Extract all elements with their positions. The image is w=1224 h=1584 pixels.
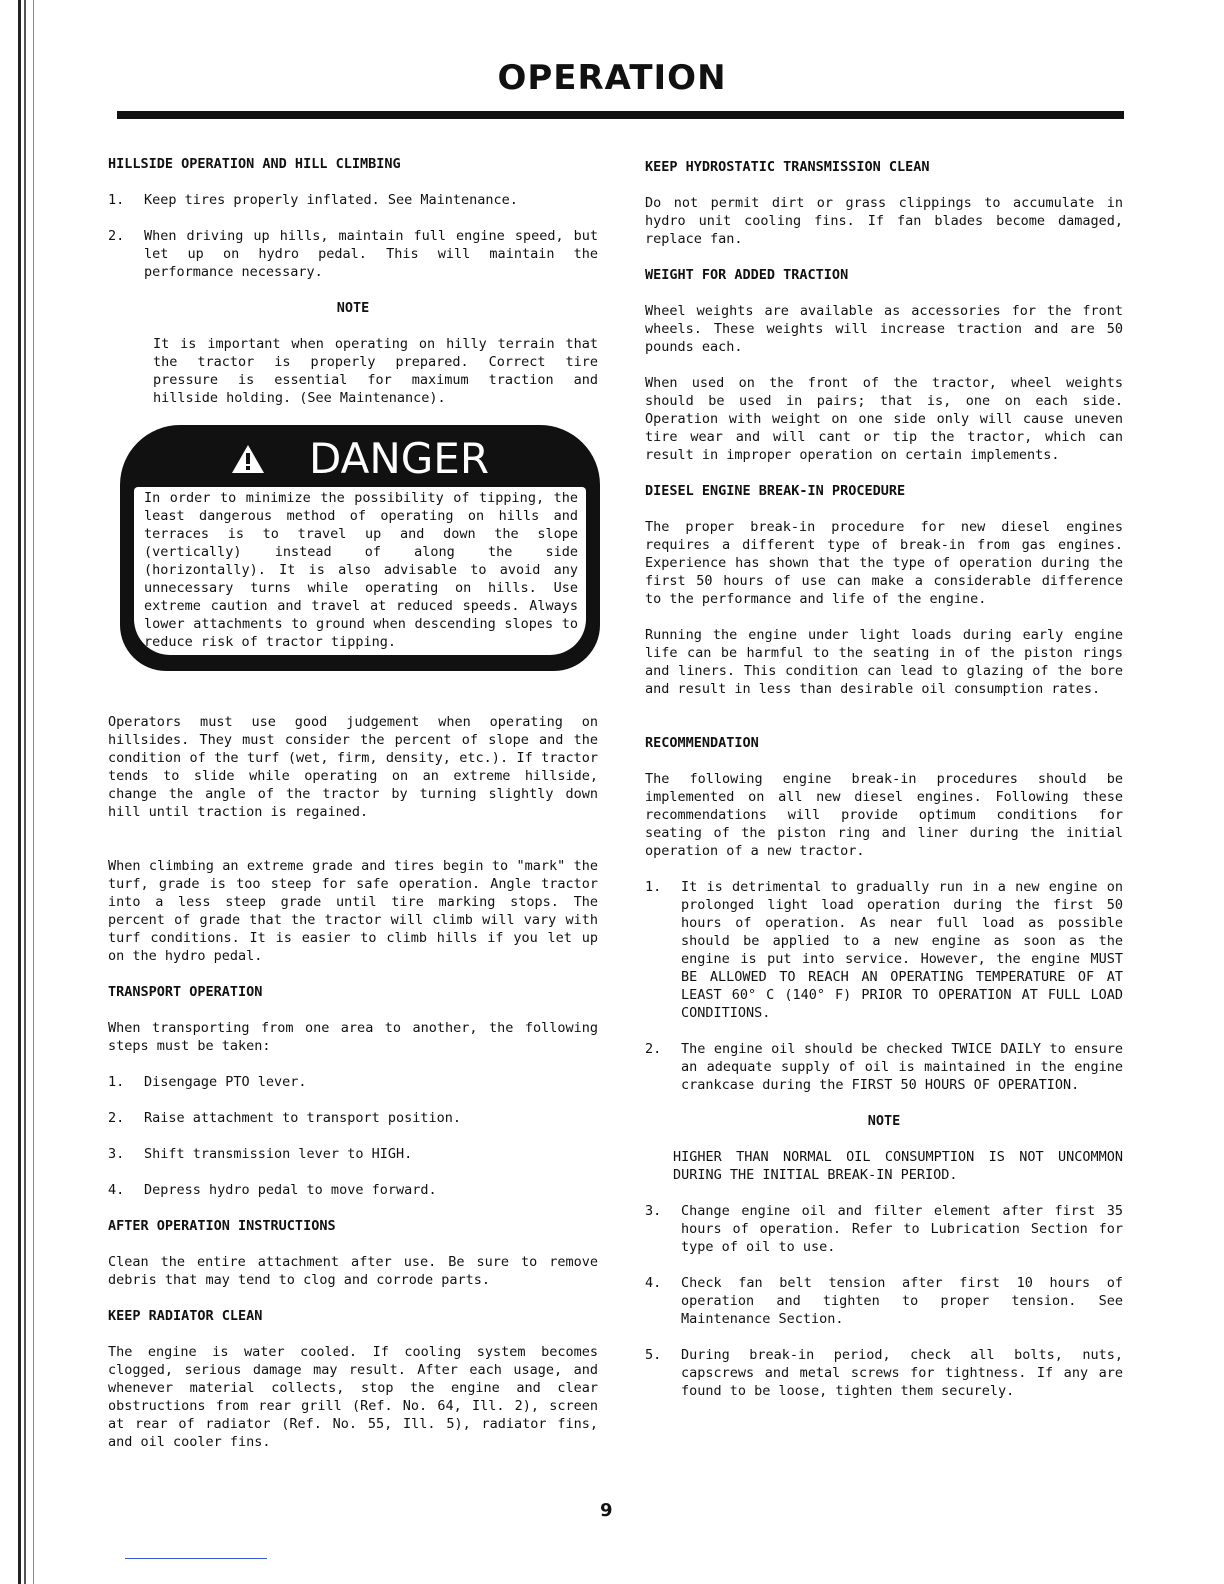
title-rule — [117, 111, 1124, 119]
item-number: 1. — [108, 192, 125, 208]
left-column — [108, 155, 598, 1469]
item-text: Depress hydro pedal to move forward. — [144, 1182, 437, 1198]
list-item — [108, 1073, 598, 1091]
note-heading: NOTE — [867, 1113, 901, 1129]
transport-heading: TRANSPORT OPERATION — [108, 984, 263, 1000]
item-text: During break-in period, check all bolts, nuts, capscrews and metal screws for tightness. If any are found to be loose, tighten them securely. — [681, 1347, 1123, 1399]
warning-triangle-icon — [231, 444, 265, 474]
danger-box — [120, 425, 600, 671]
radiator-heading: KEEP RADIATOR CLEAN — [108, 1308, 263, 1324]
hillside-heading: HILLSIDE OPERATION AND HILL CLIMBING — [108, 156, 401, 172]
binding-edge — [18, 0, 34, 1584]
footer-line — [125, 1558, 267, 1559]
transport-intro: When transporting from one area to another, the following steps must be taken: — [108, 1020, 598, 1054]
list-item — [108, 191, 598, 209]
weight-text-1: Wheel weights are available as accessories for the front wheels. These weights will increase traction and are 50 pounds each. — [645, 303, 1123, 355]
weight-heading: WEIGHT FOR ADDED TRACTION — [645, 267, 849, 283]
recommendation-text: The following engine break-in procedures should be implemented on all new diesel engines. Following these recommendations will provide optimum conditions for seating of the piston ring and liner during the initial operation of a new tractor. — [645, 771, 1123, 859]
diesel-text-1: The proper break-in procedure for new diesel engines requires a different type of break-in from gas engines. Experience has shown that the type of operation during the first 50 hours of use can make a considerable difference to the performance and life of the engine. — [645, 519, 1123, 607]
item-text: The engine oil should be checked TWICE DAILY to ensure an adequate supply of oil is maintained in the engine crankcase during the FIRST 50 HOURS OF OPERATION. — [681, 1041, 1123, 1093]
page-title: OPERATION — [497, 58, 727, 98]
item-text: Shift transmission lever to HIGH. — [144, 1146, 413, 1162]
climbing-text: When climbing an extreme grade and tires begin to "mark" the turf, grade is too steep for safe operation. Angle tractor into a less steep grade until tire marking stops. The percent of grade that the tractor will climb will vary with turf conditions. It is easier to climb hills if you let up on the hydro pedal. — [108, 858, 598, 964]
list-item — [645, 878, 1123, 1022]
diesel-heading: DIESEL ENGINE BREAK-IN PROCEDURE — [645, 483, 906, 499]
diesel-text-2: Running the engine under light loads during early engine life can be harmful to the seating in of the piston rings and liners. This condition can lead to glazing of the bore and result in less than desirable oil consumption rates. — [645, 627, 1123, 697]
danger-text: In order to minimize the possibility of tipping, the least dangerous method of operating on hills and terraces is to travel up and down the slope (vertically) instead of along the side (horizontally). It is also advisable to avoid any unnecessary turns while operating on hills. Use extreme caution and travel at reduced speeds. Always lower attachments to ground when descending slopes to reduce risk of tractor tipping. — [134, 487, 586, 655]
item-text: Keep tires properly inflated. See Maintenance. — [144, 192, 518, 208]
item-text: Disengage PTO lever. — [144, 1074, 307, 1090]
list-item — [108, 227, 598, 281]
recommendation-heading: RECOMMENDATION — [645, 735, 759, 751]
item-text: When driving up hills, maintain full engine speed, but let up on hydro pedal. This will maintain the performance necessary. — [144, 228, 598, 280]
item-number: 4. — [108, 1182, 125, 1198]
note-heading: NOTE — [336, 300, 370, 316]
after-text: Clean the entire attachment after use. Be sure to remove debris that may tend to clog and corrode parts. — [108, 1254, 598, 1288]
after-heading: AFTER OPERATION INSTRUCTIONS — [108, 1218, 336, 1234]
item-text: Check fan belt tension after first 10 hours of operation and tighten to proper tension. See Maintenance Section. — [681, 1275, 1123, 1327]
note-text: HIGHER THAN NORMAL OIL CONSUMPTION IS NOT UNCOMMON DURING THE INITIAL BREAK-IN PERIOD. — [673, 1149, 1123, 1183]
item-number: 1. — [645, 879, 662, 895]
item-number: 5. — [645, 1347, 662, 1363]
radiator-text: The engine is water cooled. If cooling system becomes clogged, serious damage may result. After each usage, and whenever material collects, stop the engine and clear obstructions from rear grill (Ref. No. 64, Ill. 2), screen at rear of radiator (Ref. No. 55, Ill. 5), radiator fins, and oil cooler fins. — [108, 1344, 598, 1450]
item-number: 3. — [645, 1203, 662, 1219]
danger-label: DANGER — [308, 434, 490, 483]
item-number: 2. — [645, 1041, 662, 1057]
list-item — [108, 1145, 598, 1163]
hydro-heading: KEEP HYDROSTATIC TRANSMISSION CLEAN — [645, 159, 930, 175]
list-item — [108, 1109, 598, 1127]
item-number: 2. — [108, 228, 125, 244]
list-item — [645, 1346, 1123, 1400]
binding-line — [24, 0, 26, 1584]
weight-text-2: When used on the front of the tractor, wheel weights should be used in pairs; that is, one on each side. Operation with weight on one side only will cause uneven tire wear and will cant or tip the tractor, which can result in improper operation on certain implements. — [645, 375, 1123, 463]
list-item — [645, 1274, 1123, 1328]
hydro-text: Do not permit dirt or grass clippings to accumulate in hydro unit cooling fins. If fan blades become damaged, replace fan. — [645, 195, 1123, 247]
item-text: It is detrimental to gradually run in a new engine on prolonged light load operation during the first 50 hours of operation. As near full load as possible should be applied to a new engine as soon as the engine is put into service. However, the engine MUST BE ALLOWED TO REACH AN OPERATING TEMPERATURE OF AT LEAST 60° C (140° F) PRIOR TO OPERATION AT FULL LOAD CONDITIONS. — [681, 879, 1123, 1021]
item-text: Raise attachment to transport position. — [144, 1110, 461, 1126]
item-text: Change engine oil and filter element after first 35 hours of operation. Refer to Lubrication Section for type of oil to use. — [681, 1203, 1123, 1255]
note-text: It is important when operating on hilly terrain that the tractor is properly prepared. Correct tire pressure is essential for maximum traction and hillside holding. (See Maintenance). — [153, 336, 598, 406]
item-number: 1. — [108, 1074, 125, 1090]
right-column — [645, 158, 1123, 1418]
item-number: 4. — [645, 1275, 662, 1291]
item-number: 2. — [108, 1110, 125, 1126]
list-item — [108, 1181, 598, 1199]
list-item — [645, 1202, 1123, 1256]
danger-header — [120, 431, 600, 487]
page-number: 9 — [600, 1500, 613, 1521]
judgement-text: Operators must use good judgement when operating on hillsides. They must consider the percent of slope and the condition of the turf (wet, firm, density, etc.). If tractor tends to slide while operating on an extreme hillside, change the angle of the tractor by turning slightly down hill until traction is regained. — [108, 714, 598, 820]
list-item — [645, 1040, 1123, 1094]
item-number: 3. — [108, 1146, 125, 1162]
